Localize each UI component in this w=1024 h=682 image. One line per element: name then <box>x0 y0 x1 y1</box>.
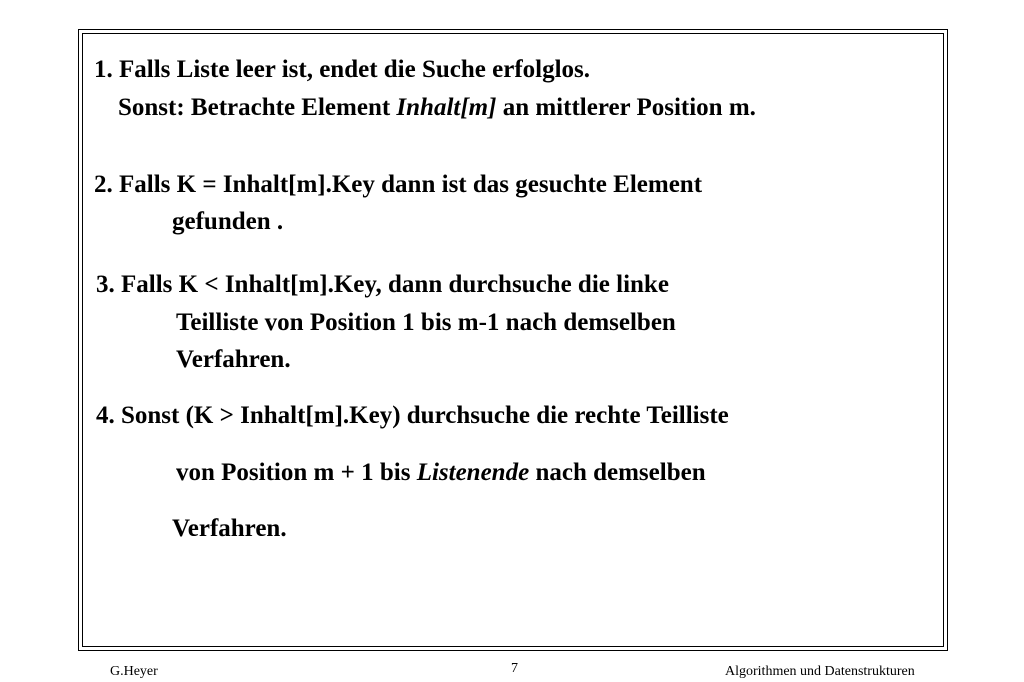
item1-line2-pre: Sonst: Betrachte Element <box>118 94 397 121</box>
slide-frame-inner <box>82 33 944 647</box>
item4-line1: 4. Sonst (K > Inhalt[m].Key) durchsuche die rechte Teilliste <box>96 402 729 429</box>
item2-line2: gefunden . <box>172 208 284 235</box>
item1-line1: 1. Falls Liste leer ist, endet die Suche erfolglos. <box>94 56 591 83</box>
item4-line2-post: nach demselben <box>529 459 706 486</box>
item1-line2 <box>118 93 756 123</box>
item4-line2-pre: von Position m + 1 bis <box>176 459 417 486</box>
item3-line1: 3. Falls K < Inhalt[m].Key, dann durchsuche die linke <box>96 271 669 298</box>
item3-line3: Verfahren. <box>176 346 291 373</box>
item4-line3: Verfahren. <box>172 515 287 542</box>
item1-line2-emphasis: Inhalt[m] <box>396 94 497 121</box>
item2-line1: 2. Falls K = Inhalt[m].Key dann ist das gesuchte Element <box>94 171 703 198</box>
item4-line2 <box>176 458 706 488</box>
footer-author: G.Heyer <box>110 664 158 679</box>
footer-course: Algorithmen und Datenstrukturen <box>725 664 915 679</box>
item4-line2-emphasis: Listenende <box>416 459 530 486</box>
footer-page-number: 7 <box>511 661 518 676</box>
item3-line2: Teilliste von Position 1 bis m-1 nach demselben <box>176 309 676 336</box>
item1-line2-post: an mittlerer Position m. <box>496 94 756 121</box>
